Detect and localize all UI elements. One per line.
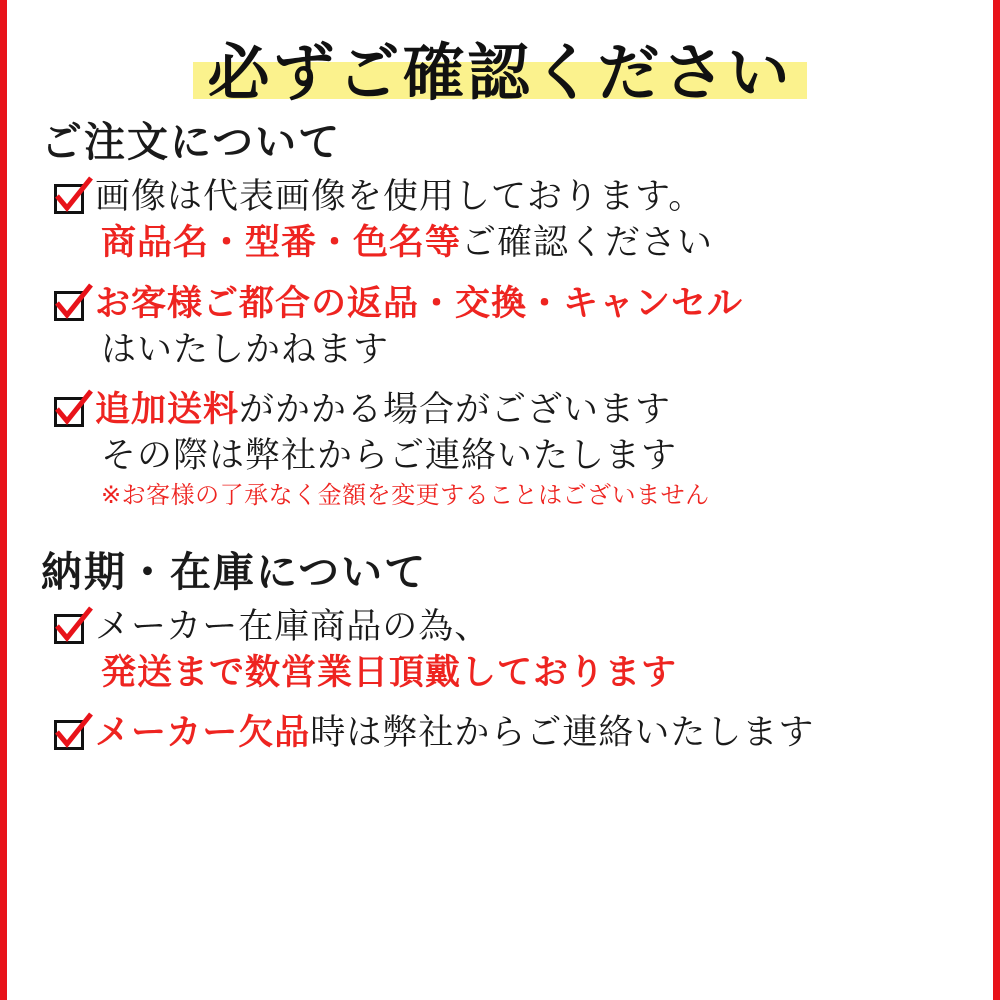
list-item-line: はいたしかねます (101, 329, 390, 370)
list-item-line: メーカー在庫商品の為、 (95, 606, 491, 647)
page-title-wrap (7, 36, 993, 109)
plain-text: ご確認ください (461, 223, 714, 264)
list-item-line (95, 710, 993, 756)
list-item-note: ※お客様の了承なく金額を変更することはございません (101, 481, 710, 510)
list-item (51, 281, 993, 373)
list-item-lines (95, 710, 993, 756)
list-item-line: 画像は代表画像を使用しております。 (95, 177, 705, 218)
section-heading-orders: ご注文について (41, 118, 342, 167)
checkbox-checked-icon (51, 610, 91, 650)
list-item-line: 発送まで数営業日頂戴しております (101, 653, 678, 694)
checkbox-checked-icon (51, 287, 91, 327)
list-item (51, 387, 993, 513)
list-item (51, 710, 993, 756)
emphasis-text: 商品名・型番・色名等 (101, 223, 462, 264)
list-item-line (101, 220, 993, 266)
emphasis-text: 追加送料 (95, 389, 240, 430)
list-item-line: その際は弊社からご連絡いたします (101, 436, 678, 477)
list-item-line: お客様ご都合の返品・交換・キャンセル (95, 283, 744, 324)
emphasis-text: メーカー欠品 (95, 713, 311, 754)
list-item (51, 604, 993, 696)
checkbox-checked-icon (51, 180, 91, 220)
checkbox-checked-icon (51, 716, 91, 756)
list-item-lines (95, 387, 993, 513)
checkbox-checked-icon (51, 393, 91, 433)
page-title (193, 36, 806, 109)
list-item-lines (95, 604, 993, 696)
plain-text: 時は弊社からご連絡いたします (310, 713, 815, 754)
page-title-text: 必ずご確認ください (207, 36, 793, 109)
section-heading-delivery: 納期・在庫について (41, 547, 428, 596)
list-item-lines (95, 174, 993, 266)
list-item (51, 174, 993, 266)
list-item-line (95, 387, 993, 433)
notice-content (7, 0, 993, 1000)
plain-text: がかかる場合がございます (239, 389, 672, 430)
list-item-lines (95, 281, 993, 373)
